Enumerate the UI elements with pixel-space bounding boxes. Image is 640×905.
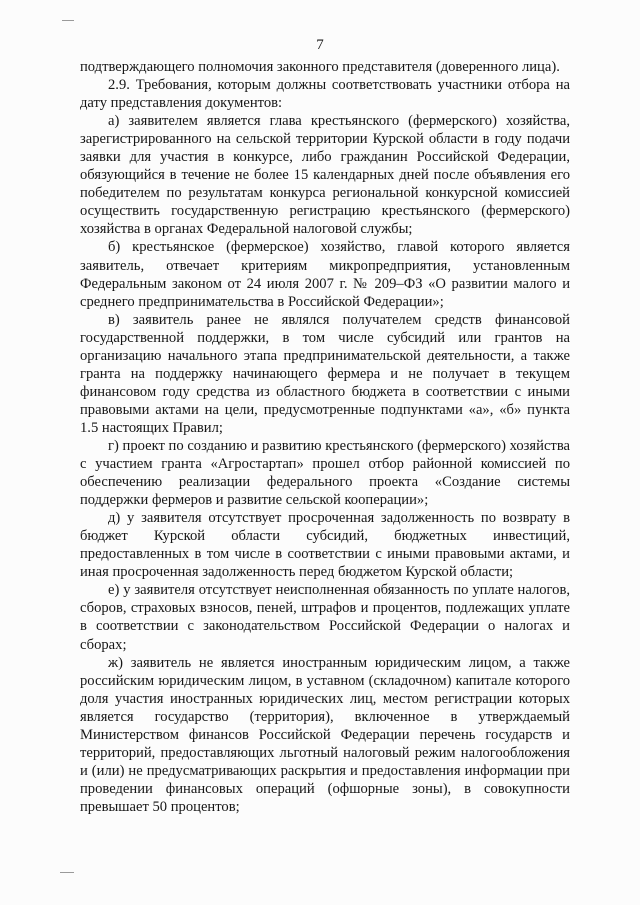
- paragraph-item-d: д) у заявителя отсутствует просроченная задолженность по возврату в бюджет Курской области субсидий, бюджетных инвестиций, предоставленных в том числе в соответствии с иными правовыми актами, и иная просроченная задолженность перед бюджетом Курской области;: [80, 510, 570, 581]
- scan-speck: [60, 872, 74, 873]
- paragraph-item-e: е) у заявителя отсутствует неисполненная обязанность по уплате налогов, сборов, страховых взносов, пеней, штрафов и процентов, подлежащих уплате в соответствии с законодательством Российской Федерации о налогах и сборах;: [80, 582, 570, 653]
- paragraph-item-b: б) крестьянское (фермерское) хозяйство, главой которого является заявитель, отвечает критериям микропредприятия, установленным Федеральным законом от 24 июля 2007 г. № 209–ФЗ «О развитии малого и среднего предпринимательства в Российской Федерации»;: [80, 239, 570, 310]
- paragraph-item-v: в) заявитель ранее не являлся получателем средств финансовой государственной поддержки, в том числе субсидий или грантов на организацию начального этапа предпринимательской деятельности, а также гранта на поддержку начинающего фермера и не получает в текущем финансовом году средства из областного бюджета в соответствии с иными правовыми актами на цели, предусмотренные подпунктами «а», «б» пункта 1.5 настоящих Правил;: [80, 311, 570, 436]
- paragraph-item-zh: ж) заявитель не является иностранным юридическим лицом, а также российским юридическим лицом, в уставном (складочном) капитале которого доля участия иностранных юридических лиц, местом регистрации которых является государство (территория), включенное в утверждаемый Министерством финансов Российской Федерации перечень государств и территорий, предоставляющих льготный налоговый режим налогообложения и (или) не предусматривающих раскрытия и предоставления информации при проведении финансовых операций (офшорные зоны), в совокупности превышает 50 процентов;: [80, 654, 570, 815]
- document-body: [80, 58, 570, 816]
- paragraph-item-a: а) заявителем является глава крестьянского (фермерского) хозяйства, зарегистрированного на сельской территории Курской области в году подачи заявки для участия в конкурсе, либо гражданин Российской Федерации, обязующийся в течение не более 15 календарных дней после объявления его победителем по результатам конкурса региональной конкурсной комиссией осуществить государственную регистрацию крестьянского (фермерского) хозяйства в органах Федеральной налоговой службы;: [80, 113, 570, 238]
- page-number: 7: [316, 37, 324, 53]
- paragraph-item-g: г) проект по созданию и развитию крестьянского (фермерского) хозяйства с участием гранта «Агростартап» прошел отбор районной комиссией по обеспечению реализации федерального проекта «Создание системы поддержки фермеров и развитие сельской кооперации»;: [80, 437, 570, 509]
- paragraph-continuation: подтверждающего полномочия законного представителя (доверенного лица).: [80, 59, 560, 75]
- scan-speck: [62, 20, 74, 21]
- paragraph-section-2-9: 2.9. Требования, которым должны соответствовать участники отбора на дату представления документов:: [80, 77, 570, 112]
